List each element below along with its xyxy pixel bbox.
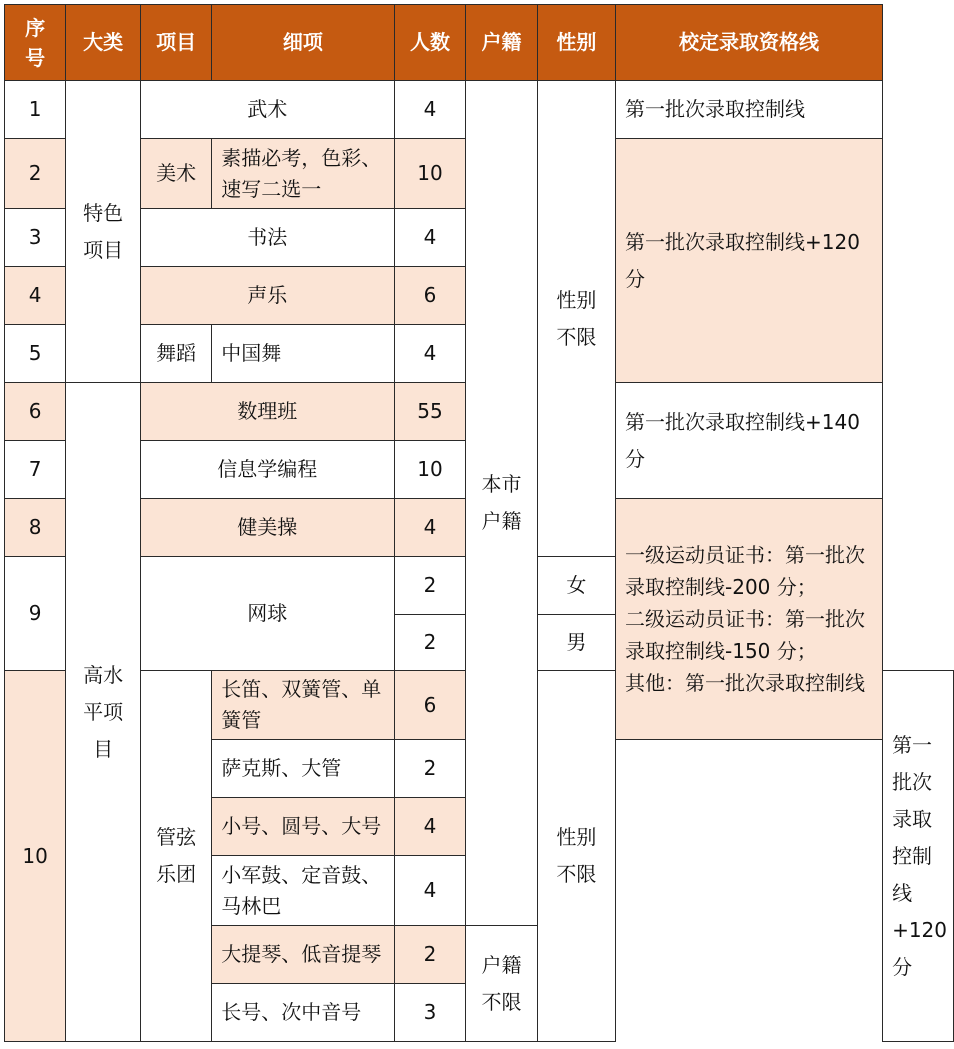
- header-count: 人数: [394, 5, 466, 81]
- item-cell: 管弦 乐团: [140, 671, 211, 1042]
- header-row: [5, 5, 954, 81]
- count-cell: 4: [394, 325, 466, 383]
- count-cell: 4: [394, 499, 466, 557]
- detail-cell: 健美操: [140, 499, 394, 557]
- hukou-cell-local: 本市 户籍: [466, 81, 537, 926]
- score-line-cell: 第一批次录取控制线+120 分: [883, 671, 954, 1042]
- count-cell: 2: [394, 557, 466, 615]
- header-gender: 性别: [537, 5, 615, 81]
- gender-cell-any: 性别 不限: [537, 81, 615, 557]
- header-category: 大类: [66, 5, 141, 81]
- serial-no-cell: 7: [5, 441, 66, 499]
- serial-no-cell: 8: [5, 499, 66, 557]
- header-serial-no: 序 号: [5, 5, 66, 81]
- header-item: 项目: [140, 5, 211, 81]
- count-cell: 3: [394, 984, 466, 1042]
- detail-cell: 素描必考，色彩、 速写二选一: [212, 139, 394, 209]
- detail-cell: 小军鼓、定音鼓、 马林巴: [212, 856, 394, 926]
- table-row: [5, 81, 954, 139]
- serial-no-cell: 1: [5, 81, 66, 139]
- count-cell: 4: [394, 209, 466, 267]
- score-line-cell: 第一批次录取控制线+120 分: [616, 139, 883, 383]
- admission-table: [4, 4, 954, 1042]
- detail-cell: 声乐: [140, 267, 394, 325]
- detail-cell: 书法: [140, 209, 394, 267]
- count-cell: 4: [394, 81, 466, 139]
- gender-cell-any: 性别 不限: [537, 671, 615, 1042]
- count-cell: 2: [394, 926, 466, 984]
- detail-cell: 武术: [140, 81, 394, 139]
- serial-no-cell: 5: [5, 325, 66, 383]
- score-line-cell: 第一批次录取控制线: [616, 81, 883, 139]
- category-cell-high-level: 高水 平项 目: [66, 383, 141, 1042]
- count-cell: 2: [394, 615, 466, 671]
- detail-cell: 长号、次中音号: [212, 984, 394, 1042]
- count-cell: 10: [394, 139, 466, 209]
- item-cell: 美术: [140, 139, 211, 209]
- detail-cell: 数理班: [140, 383, 394, 441]
- admission-table-container: [4, 4, 954, 1042]
- serial-no-cell: 3: [5, 209, 66, 267]
- gender-cell-male: 男: [537, 615, 615, 671]
- gender-cell-female: 女: [537, 557, 615, 615]
- detail-cell: 中国舞: [212, 325, 394, 383]
- category-cell-special: 特色 项目: [66, 81, 141, 383]
- count-cell: 2: [394, 740, 466, 798]
- detail-cell: 萨克斯、大管: [212, 740, 394, 798]
- header-detail: 细项: [212, 5, 394, 81]
- serial-no-cell: 6: [5, 383, 66, 441]
- count-cell: 55: [394, 383, 466, 441]
- serial-no-cell: 10: [5, 671, 66, 1042]
- detail-cell: 信息学编程: [140, 441, 394, 499]
- count-cell: 4: [394, 856, 466, 926]
- count-cell: 4: [394, 798, 466, 856]
- count-cell: 10: [394, 441, 466, 499]
- serial-no-cell: 4: [5, 267, 66, 325]
- count-cell: 6: [394, 267, 466, 325]
- header-score-line: 校定录取资格线: [616, 5, 883, 81]
- score-line-cell: 第一批次录取控制线+140 分: [616, 383, 883, 499]
- item-cell: 舞蹈: [140, 325, 211, 383]
- serial-no-cell: 2: [5, 139, 66, 209]
- count-cell: 6: [394, 671, 466, 740]
- detail-cell: 小号、圆号、大号: [212, 798, 394, 856]
- score-line-cell-sports: 一级运动员证书：第一批次 录取控制线-200 分； 二级运动员证书：第一批次 录取控制线-150 分； 其他：第一批次录取控制线: [616, 499, 883, 740]
- serial-no-cell: 9: [5, 557, 66, 671]
- detail-cell: 大提琴、低音提琴: [212, 926, 394, 984]
- detail-cell: 长笛、双簧管、单 簧管: [212, 671, 394, 740]
- hukou-cell-any: 户籍 不限: [466, 926, 537, 1042]
- detail-cell: 网球: [140, 557, 394, 671]
- header-hukou: 户籍: [466, 5, 537, 81]
